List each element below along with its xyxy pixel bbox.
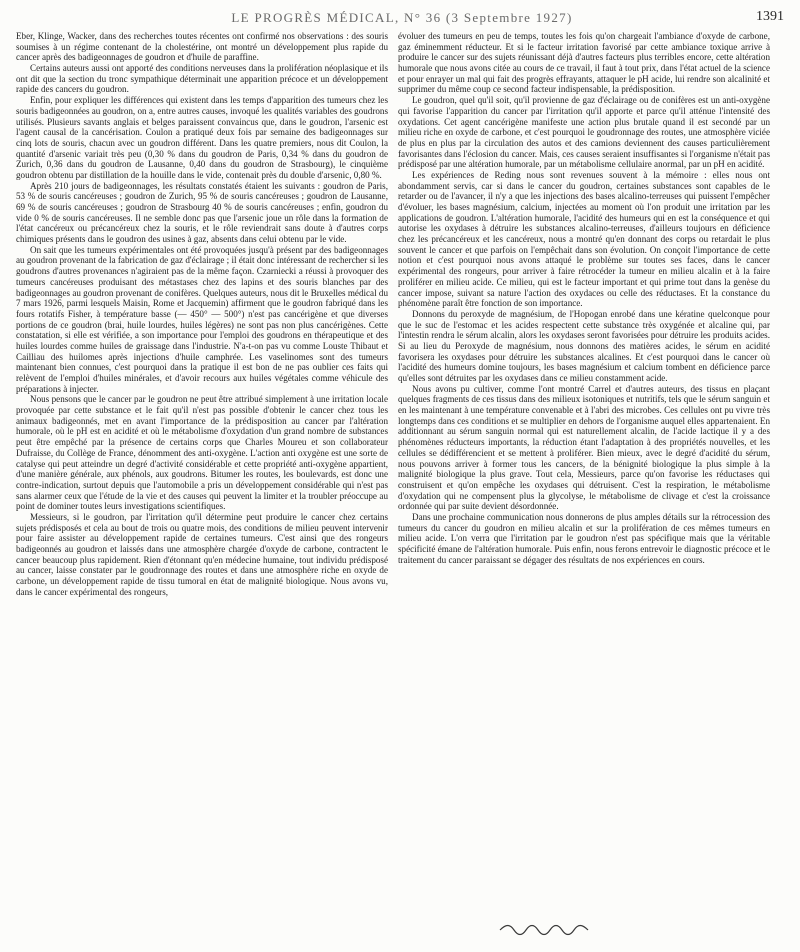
paragraph: Messieurs, si le goudron, par l'irritation qu'il détermine peut produire le cancer chez certains sujets prédisposés et cela au bout de trois ou quatre mois, des conditions de milieu peuvent intervenir pour faire assister au développement rapide de certaines tumeurs. C'est ainsi que des rongeurs badigeonnés au goudron et laissés dans une atmosphère chargée d'oxyde de carbone, contractent le cancer beaucoup plus rapidement. Rien d'étonnant qu'en médecine humaine, tout individu prédisposé au cancer, laisse constater par le goudronnage des routes et dans une atmosphère riche en oxyde de carbone, un développement rapide de tissu tumoral en état de malignité biologique. Nous avons vu, dans le cancer expérimental des rongeurs, — [16, 511, 388, 597]
paragraph: évoluer des tumeurs en peu de temps, toutes les fois qu'on chargeait l'ambiance d'oxyde de carbone, gaz éminemment réducteur. Et si le facteur irritation favorisé par cette ambiance toxique arrive à produire le cancer sur des sujets réunissant déjà d'autres facteurs plus terribles encore, cette altération humorale que nous avons citée au cours de ce travail, il faut à tout prix, dans l'état actuel de la science et pour enrayer un mal qui fait des progrès effrayants, attaquer le pH acide, lui rendre son alcalinité et supprimer du même coup ce second facteur indispensable, la prédisposition. — [398, 31, 770, 95]
paragraph: Le goudron, quel qu'il soit, qu'il provienne de gaz d'éclairage ou de conifères est un anti-oxygène qui favorise l'apparition du cancer par l'irritation qu'il apporte et parce qu'il atténue l'intensité des oxydations. Cet agent cancérigène manifeste une action plus brutale quand il est secondé par un milieu riche en oxyde de carbone, et c'est pourquoi le goudronnage des routes, une atmosphère viciée de plus en plus par la circulation des autos et des camions deviennent des causes particulièrement favorisantes dans l'éclosion du cancer. Mais, ces causes seraient insuffisantes si l'organisme n'était pas prédisposé par une altération humorale, par un métabolisme cellulaire anormal, par un pH en acidité. — [398, 95, 770, 170]
paragraph: Donnons du peroxyde de magnésium, de l'Hopogan enrobé dans une kératine quelconque pour que le suc de l'estomac et les acides respectent cette substance très oxygénée et alcaline qui, par l'intestin rendra le sérum alcalin, alors les oxydases seront favorisées pour détruire les produits acides. Si au lieu du Peroxyde de magnésium, nous donnons des matières acides, le sérum en acidité favorisera les oxydases pour détruire les substances alcalines. Et c'est pourquoi dans le cancer où l'acidité des humeurs domine toujours, les bases magnésium et calcium tombent en déficience parce qu'elles sont détruites par les oxydases dans ce milieu constamment acide. — [398, 308, 770, 383]
paragraph: Nous pensons que le cancer par le goudron ne peut être attribué simplement à une irritation locale provoquée par cette substance et le fait qu'il n'est pas possible d'obtenir le cancer chez tous les animaux badigeonnés, met en avant l'importance de la prédisposition au cancer par l'altération humorale, où le pH est en acidité et où le métabolisme d'oxydation d'un grand nombre de substances peut être empêché par la présence de certains corps que Charles Moureu et son collaborateur Dufraisse, du Collège de France, dénomment des anti-oxygène. L'action anti oxygène est une sorte de catalyse qui peut atteindre un degré d'activité considérable et cette propriété anti-oxygène appartient, d'une manière générale, aux phénols, aux goudrons. Bitumer les routes, les boulevards, est donc une contre-indication, surtout depuis que l'automobile a pris un développement considérable qui n'est pas sans alarmer ceux que l'étude de la vie et des causes qui peuvent la limiter et la troubler préoccupe au point de dominer toutes leurs investigations scientifiques. — [16, 394, 388, 512]
running-title: LE PROGRÈS MÉDICAL, N° 36 (3 Septembre 1927) — [231, 10, 573, 25]
paragraph: Enfin, pour expliquer les différences qui existent dans les temps d'apparition des tumeurs chez les souris badigeonnées au goudron, on a, entre autres causes, invoqué les qualités variables des goudrons utilisés. Plusieurs savants anglais et belges paraissent convaincus que, dans le goudron, l'arsenic est l'agent causal de la cancérisation. Coulon a pratiqué deux fois par semaine des badigeonnages sur cinq lots de souris, chacun avec un goudron différent. Dans les quatre premiers, nous dit Coulon, la quantité d'arsenic variait très peu (0,30 % dans du goudron de Paris, 0,34 % dans du goudron de Zurich, 0,36 dans du goudron de Lausanne, 0,40 dans du goudron de Strasbourg), le cinquième goudron obtenu par distillation de la houille dans le vide, contenait près du double d'arsenic, 0,80 %. — [16, 95, 388, 180]
page-number: 1391 — [756, 9, 784, 24]
paragraph: Les expériences de Reding nous sont revenues souvent à la mémoire : elles nous ont abondamment servis, car si dans le cancer du goudron, certaines substances sont capables de le retarder ou de l'avancer, il n'y a que les injections des bases alcalino-terreuses qui puissent l'empêcher d'évoluer, les bases magnésium, calcium, injectées au moment où l'on produit une irritation par les applications de goudron. L'altération humorale, l'acidité des humeurs qui en est la conséquence et qui autorise les oxydases à détruire les substances alcalino-terreuses, d'ailleurs toujours en déficience chez les précancéreux et les cancéreux, nous a montré qu'en donnant des corps ou retardait le plus souvent le cancer et que parfois on l'empêchait dans son évolution. On conçoit l'importance de cette notion et c'est pourquoi nous avons attaqué le problème sur toutes ses faces, dans le cancer expérimental des rongeurs, pour arriver à faire rétrocéder la tumeur en milieu alcalin et à la faire proliférer en milieu acide. Ce milieu, qui est le facteur important et qui prime tout dans la genèse du cancer impose, suivant sa nature l'action des oxydaces ou celle des réductases. Et la constance du phénomène paraît être fonction de son importance. — [398, 169, 770, 309]
paragraph: Après 210 jours de badigeonnages, les résultats constatés étaient les suivants : goudron de Paris, 53 % de souris cancéreuses ; goudron de Zurich, 95 % de souris cancéreuses ; goudron de Lausanne, 69 % de souris cancéreuses ; goudron de Strasbourg 40 % de souris cancéreuses ; enfin, goudron du vide 0 % de souris cancéreuses. Il ne semble donc pas que l'arsenic joue un rôle dans la formation de l'état cancéreux ou précancéreux chez la souris, et le rôle reviendrait sans doute à d'autres corps chimiques présents dans le goudron des usines à gaz, absents dans celui obtenu par le vide. — [16, 180, 388, 245]
paragraph: Dans une prochaine communication nous donnerons de plus amples détails sur la rétrocession des tumeurs du cancer du goudron en milieu alcalin et sur la prolifération de ces mêmes tumeurs en milieu acide. L'on verra que l'irritation par le goudron n'est pas spécifique mais que la véritable spécificité émane de l'altération humorale. Puis enfin, nous ferons entrevoir le diagnostic précoce et le traitement du cancer paraissant se dégager des résultats de nos expériences en cours. — [398, 511, 770, 565]
wavy-flourish-icon — [498, 922, 590, 936]
paragraph: Certains auteurs aussi ont apporté des conditions nerveuses dans la prolifération néoplasique et ils ont dit que la section du tronc sympathique déterminait une apparition précoce et un développement rapide des cancers du goudron. — [16, 63, 388, 95]
paragraph: Eber, Klinge, Wacker, dans des recherches toutes récentes ont confirmé nos observations : des souris soumises à un régime contenant de la cholestérine, ont montré un développement plus rapide du cancer après des badigeonnages de goudron et d'huile de paraffine. — [16, 31, 388, 63]
running-head — [20, 6, 784, 28]
article-body — [16, 31, 786, 916]
paragraph: Nous avons pu cultiver, comme l'ont montré Carrel et d'autres auteurs, des tissus en plaçant quelques fragments de ces tissus dans des milieux isotoniques et nutritifs, tels que le sérum sanguin et en les maintenant à une température convenable et à l'abri des microbes. Ces cellules ont pu vivre très longtemps dans ces conditions et se multiplier en dehors de l'organisme auquel elles appartenaient. En additionnant au sérum sanguin normal qui est naturellement alcalin, de l'acide lactique il y a des phénomènes réducteurs importants, la réduction étant l'adaptation à des propriétés nouvelles, et les cellules se dédifférencient et se mettent à proliférer. Bien mieux, avec le degré d'acidité du sérum, nous pouvons arriver à former tous les cancers, de la bénignité biologique la plus simple à la malignité biologique la plus grave. Tout cela, Messieurs, parce qu'on favorise les réductases qui construisent et qu'on empêche les oxydases qui détruisent. C'est la respiration, le métabolisme d'oxydation qui ne compensent plus la glycolyse, le métabolisme de clivage et c'est la croissance ordonnée qui par suite devient désordonnée. — [398, 383, 770, 512]
right-column — [398, 31, 770, 916]
paragraph: On sait que les tumeurs expérimentales ont été provoquées jusqu'à présent par des badigeonnages au goudron provenant de la fabrication de gaz d'éclairage ; il était donc intéressant de rechercher si les goudrons d'autres provenances n'agiraient pas de la même façon. Czarniecki a réussi à provoquer des tumeurs cancéreuses produisant des métastases chez des lapins et des souris blanches par des badigeonnages au goudron provenant de conifères. Quelques auteurs, nous dit le Bruxelles médical du 7 mars 1926, parmi lesquels Maisin, Rome et Jacquemin) affirment que le goudron fabriqué dans les fours rotatifs Fisher, à température basse (— 450° — 500°) n'est pas cancérigène et que diverses portions de ce goudron (brai, huile lourdes, huiles légères) ne sont pas non plus cancérigènes. Cette constatation, si elle est vérifiée, a son importance pour l'emploi des goudrons en thérapeutique et des huiles lourdes comme huiles de graissage dans l'industrie. N'a-t-on pas vu comme Louste Thibaut et Cailliau des huilomes après injections d'huile camphrée. Les vaselinomes sont des tumeurs maintenant bien connues, c'est pourquoi dans la pratique il est bon de ne pas oublier ces faits qui relèvent de l'emploi d'huiles minérales, et d'avoir recours aux huiles végétales comme véhicule des préparations à injecter. — [16, 244, 388, 394]
left-column — [16, 31, 388, 916]
